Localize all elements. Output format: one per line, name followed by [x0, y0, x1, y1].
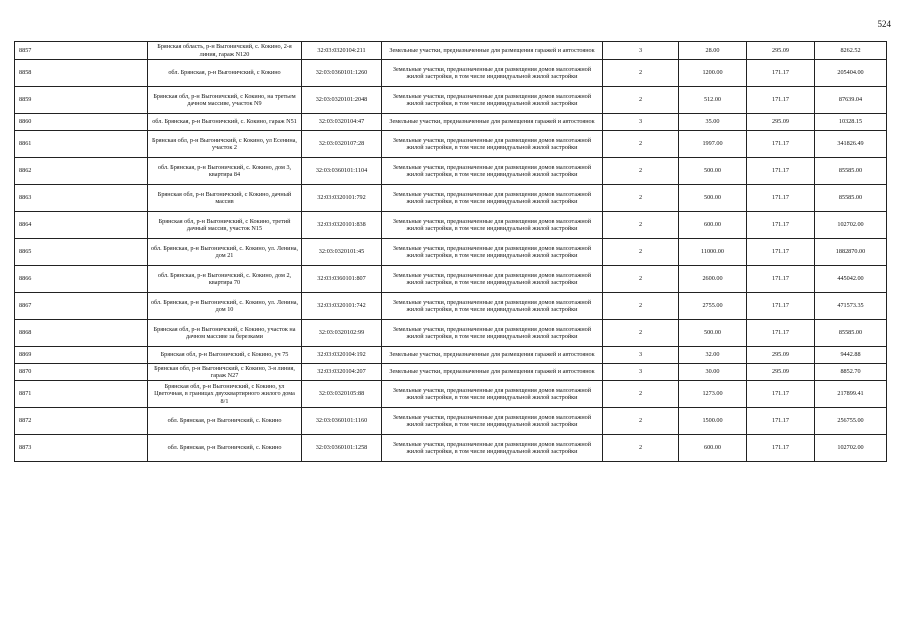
address-cell: Брянская область, р-н Выгоничский, с. Кокино, 2-я линия, гараж N120 — [148, 42, 302, 60]
use-group-cell: 3 — [603, 114, 679, 131]
row-number: 8872 — [15, 408, 148, 435]
specific-value-cell: 171.17 — [747, 293, 815, 320]
specific-value-cell: 171.17 — [747, 87, 815, 114]
use-group-cell: 2 — [603, 381, 679, 408]
cadastral-number-cell: 32:03:0320101:838 — [302, 212, 382, 239]
address-cell: обл. Брянская, р-н Выгоничский, с. Кокино — [148, 435, 302, 462]
area-cell: 1500.00 — [679, 408, 747, 435]
cadastral-number-cell: 32:03:0320104:207 — [302, 364, 382, 381]
specific-value-cell: 171.17 — [747, 320, 815, 347]
table-row — [15, 114, 887, 131]
row-number: 8858 — [15, 60, 148, 87]
specific-value-cell: 171.17 — [747, 131, 815, 158]
address-cell: обл. Брянская, р-н Выгоничский, с. Кокино — [148, 408, 302, 435]
permitted-use-cell: Земельные участки, предназначенные для размещения домов малоэтажной жилой застройки, в том числе индивидуальной жилой застройки — [382, 87, 603, 114]
row-number: 8868 — [15, 320, 148, 347]
area-cell: 512.00 — [679, 87, 747, 114]
permitted-use-cell: Земельные участки, предназначенные для размещения гаражей и автостоянок — [382, 42, 603, 60]
address-cell: Брянская обл, р-н Выгоничский, с Кокино, дачный массив — [148, 185, 302, 212]
cadastral-value-cell: 102702.00 — [815, 435, 887, 462]
row-number: 8869 — [15, 347, 148, 364]
specific-value-cell: 171.17 — [747, 158, 815, 185]
permitted-use-cell: Земельные участки, предназначенные для размещения домов малоэтажной жилой застройки, в том числе индивидуальной жилой застройки — [382, 158, 603, 185]
address-cell: обл. Брянская, р-н Выгоничский, с. Кокино, гараж N51 — [148, 114, 302, 131]
row-number: 8864 — [15, 212, 148, 239]
specific-value-cell: 295.09 — [747, 114, 815, 131]
row-number: 8866 — [15, 266, 148, 293]
row-number: 8873 — [15, 435, 148, 462]
cadastral-number-cell: 32:03:0320104:47 — [302, 114, 382, 131]
cadastral-value-cell: 102702.00 — [815, 212, 887, 239]
use-group-cell: 3 — [603, 347, 679, 364]
cadastral-value-cell: 85585.00 — [815, 185, 887, 212]
use-group-cell: 2 — [603, 158, 679, 185]
use-group-cell: 2 — [603, 185, 679, 212]
table-row — [15, 364, 887, 381]
table-row — [15, 131, 887, 158]
cadastral-number-cell: 32:03:0360101:807 — [302, 266, 382, 293]
table-row — [15, 435, 887, 462]
permitted-use-cell: Земельные участки, предназначенные для размещения домов малоэтажной жилой застройки, в том числе индивидуальной жилой застройки — [382, 293, 603, 320]
table-body — [15, 42, 887, 462]
area-cell: 11000.00 — [679, 239, 747, 266]
use-group-cell: 2 — [603, 87, 679, 114]
area-cell: 1200.00 — [679, 60, 747, 87]
address-cell: обл. Брянская, р-н Выгоничский, с. Кокино, дом 3, квартира 84 — [148, 158, 302, 185]
address-cell: Брянская обл, р-н Выгоничский, с Кокино, уч 75 — [148, 347, 302, 364]
cadastral-number-cell: 32:03:0360101:1160 — [302, 408, 382, 435]
address-cell: Брянская обл, р-н Выгоничский, с Кокино, на третьем дачном массиве, участок N9 — [148, 87, 302, 114]
use-group-cell: 2 — [603, 320, 679, 347]
cadastral-value-cell: 205404.00 — [815, 60, 887, 87]
row-number: 8860 — [15, 114, 148, 131]
area-cell: 1273.00 — [679, 381, 747, 408]
address-cell: обл. Брянская, р-н Выгоничский, с. Кокино, дом 2, квартира 70 — [148, 266, 302, 293]
table-row — [15, 212, 887, 239]
address-cell: обл. Брянская, р-н Выгоничский, с Кокино — [148, 60, 302, 87]
specific-value-cell: 171.17 — [747, 408, 815, 435]
row-number: 8863 — [15, 185, 148, 212]
permitted-use-cell: Земельные участки, предназначенные для размещения домов малоэтажной жилой застройки, в том числе индивидуальной жилой застройки — [382, 131, 603, 158]
use-group-cell: 3 — [603, 42, 679, 60]
use-group-cell: 2 — [603, 435, 679, 462]
permitted-use-cell: Земельные участки, предназначенные для размещения домов малоэтажной жилой застройки, в том числе индивидуальной жилой застройки — [382, 408, 603, 435]
cadastral-value-cell: 87639.04 — [815, 87, 887, 114]
cadastral-number-cell: 32:03:0360101:1258 — [302, 435, 382, 462]
table-row — [15, 60, 887, 87]
cadastral-value-cell: 445042.00 — [815, 266, 887, 293]
address-cell: Брянская обл, р-н Выгоничский, с Кокино, участок на дачном массиве за березками — [148, 320, 302, 347]
cadastral-value-cell: 9442.88 — [815, 347, 887, 364]
permitted-use-cell: Земельные участки, предназначенные для размещения домов малоэтажной жилой застройки, в том числе индивидуальной жилой застройки — [382, 212, 603, 239]
cadastral-number-cell: 32:03:0320107:28 — [302, 131, 382, 158]
cadastral-value-cell: 85585.00 — [815, 158, 887, 185]
specific-value-cell: 295.09 — [747, 42, 815, 60]
cadastral-value-cell: 85585.00 — [815, 320, 887, 347]
cadastral-value-cell: 341826.49 — [815, 131, 887, 158]
cadastral-value-cell: 1882870.00 — [815, 239, 887, 266]
row-number: 8871 — [15, 381, 148, 408]
permitted-use-cell: Земельные участки, предназначенные для размещения домов малоэтажной жилой застройки, в том числе индивидуальной жилой застройки — [382, 320, 603, 347]
address-cell: Брянская обл, р-н Выгоничский, с Кокино, 3-я линия, гараж N27 — [148, 364, 302, 381]
area-cell: 35.00 — [679, 114, 747, 131]
permitted-use-cell: Земельные участки, предназначенные для размещения домов малоэтажной жилой застройки, в том числе индивидуальной жилой застройки — [382, 381, 603, 408]
cadastral-value-cell: 8262.52 — [815, 42, 887, 60]
area-cell: 500.00 — [679, 185, 747, 212]
cadastral-value-cell: 8852.70 — [815, 364, 887, 381]
permitted-use-cell: Земельные участки, предназначенные для размещения гаражей и автостоянок — [382, 364, 603, 381]
row-number: 8859 — [15, 87, 148, 114]
specific-value-cell: 171.17 — [747, 60, 815, 87]
permitted-use-cell: Земельные участки, предназначенные для размещения домов малоэтажной жилой застройки, в том числе индивидуальной жилой застройки — [382, 435, 603, 462]
use-group-cell: 2 — [603, 239, 679, 266]
area-cell: 1997.00 — [679, 131, 747, 158]
cadastral-number-cell: 32:03:0320104:211 — [302, 42, 382, 60]
table-row — [15, 408, 887, 435]
table-row — [15, 239, 887, 266]
address-cell: Брянская обл, р-н Выгоничский, с Кокино, ул Цветочная, в границах двухквартирного жилого дома 8/1 — [148, 381, 302, 408]
cadastral-number-cell: 32:03:0320101:2048 — [302, 87, 382, 114]
land-registry-table — [14, 41, 887, 462]
address-cell: обл. Брянская, р-н Выгоничский, с. Кокино, ул. Ленина, дом 10 — [148, 293, 302, 320]
table-row — [15, 347, 887, 364]
cadastral-number-cell: 32:03:0320101:792 — [302, 185, 382, 212]
address-cell: обл. Брянская, р-н Выгоничский, с. Кокино, ул. Ленина, дом 21 — [148, 239, 302, 266]
area-cell: 500.00 — [679, 320, 747, 347]
cadastral-number-cell: 32:03:0320102:99 — [302, 320, 382, 347]
row-number: 8867 — [15, 293, 148, 320]
page-number: 524 — [877, 19, 891, 29]
row-number: 8865 — [15, 239, 148, 266]
permitted-use-cell: Земельные участки, предназначенные для размещения гаражей и автостоянок — [382, 347, 603, 364]
specific-value-cell: 171.17 — [747, 381, 815, 408]
table-row — [15, 266, 887, 293]
row-number: 8857 — [15, 42, 148, 60]
cadastral-value-cell: 217899.41 — [815, 381, 887, 408]
permitted-use-cell: Земельные участки, предназначенные для размещения домов малоэтажной жилой застройки, в том числе индивидуальной жилой застройки — [382, 266, 603, 293]
area-cell: 2755.00 — [679, 293, 747, 320]
table-row — [15, 320, 887, 347]
area-cell: 600.00 — [679, 212, 747, 239]
area-cell: 28.00 — [679, 42, 747, 60]
area-cell: 32.00 — [679, 347, 747, 364]
table-row — [15, 42, 887, 60]
use-group-cell: 2 — [603, 212, 679, 239]
specific-value-cell: 171.17 — [747, 266, 815, 293]
table-row — [15, 381, 887, 408]
permitted-use-cell: Земельные участки, предназначенные для размещения гаражей и автостоянок — [382, 114, 603, 131]
specific-value-cell: 171.17 — [747, 212, 815, 239]
table-row — [15, 87, 887, 114]
row-number: 8862 — [15, 158, 148, 185]
table-row — [15, 158, 887, 185]
use-group-cell: 2 — [603, 293, 679, 320]
permitted-use-cell: Земельные участки, предназначенные для размещения домов малоэтажной жилой застройки, в том числе индивидуальной жилой застройки — [382, 239, 603, 266]
use-group-cell: 2 — [603, 266, 679, 293]
use-group-cell: 3 — [603, 364, 679, 381]
specific-value-cell: 295.09 — [747, 364, 815, 381]
address-cell: Брянская обл, р-н Выгоничский, с Кокино, ул Есенина, участок 2 — [148, 131, 302, 158]
area-cell: 30.00 — [679, 364, 747, 381]
cadastral-number-cell: 32:03:0320104:192 — [302, 347, 382, 364]
cadastral-number-cell: 32:03:0360101:1104 — [302, 158, 382, 185]
use-group-cell: 2 — [603, 408, 679, 435]
permitted-use-cell: Земельные участки, предназначенные для размещения домов малоэтажной жилой застройки, в том числе индивидуальной жилой застройки — [382, 60, 603, 87]
cadastral-number-cell: 32:03:0360101:1260 — [302, 60, 382, 87]
table-row — [15, 185, 887, 212]
address-cell: Брянская обл, р-н Выгоничский, с Кокино, третий дачный массив, участок N15 — [148, 212, 302, 239]
permitted-use-cell: Земельные участки, предназначенные для размещения домов малоэтажной жилой застройки, в том числе индивидуальной жилой застройки — [382, 185, 603, 212]
area-cell: 2600.00 — [679, 266, 747, 293]
area-cell: 600.00 — [679, 435, 747, 462]
specific-value-cell: 295.09 — [747, 347, 815, 364]
specific-value-cell: 171.17 — [747, 435, 815, 462]
row-number: 8861 — [15, 131, 148, 158]
cadastral-number-cell: 32:03:0320101:45 — [302, 239, 382, 266]
row-number: 8870 — [15, 364, 148, 381]
cadastral-value-cell: 10328.15 — [815, 114, 887, 131]
use-group-cell: 2 — [603, 60, 679, 87]
cadastral-value-cell: 256755.00 — [815, 408, 887, 435]
area-cell: 500.00 — [679, 158, 747, 185]
cadastral-number-cell: 32:03:0320105:88 — [302, 381, 382, 408]
cadastral-number-cell: 32:03:0320101:742 — [302, 293, 382, 320]
specific-value-cell: 171.17 — [747, 185, 815, 212]
specific-value-cell: 171.17 — [747, 239, 815, 266]
use-group-cell: 2 — [603, 131, 679, 158]
table-row — [15, 293, 887, 320]
cadastral-value-cell: 471573.35 — [815, 293, 887, 320]
